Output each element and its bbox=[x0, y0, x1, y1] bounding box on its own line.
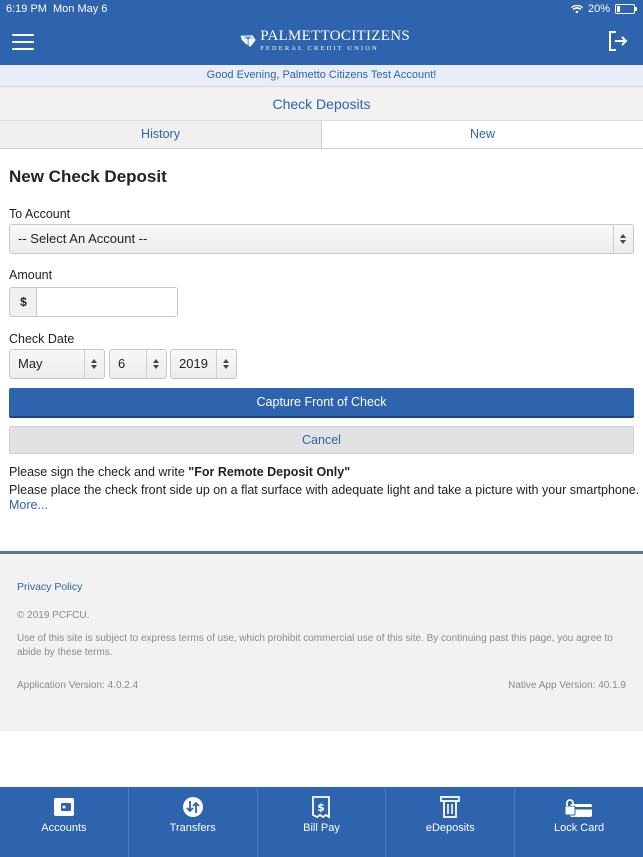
month-select[interactable] bbox=[9, 349, 105, 379]
select-arrows-icon bbox=[216, 350, 236, 378]
nav-bill-pay[interactable] bbox=[258, 787, 387, 857]
tab-new[interactable]: New bbox=[322, 121, 643, 148]
transfer-icon bbox=[181, 795, 205, 819]
year-select[interactable] bbox=[170, 349, 237, 379]
app-version: Application Version: 4.0.2.4 bbox=[17, 680, 139, 691]
capture-front-button[interactable]: Capture Front of Check bbox=[9, 388, 634, 416]
deposit-icon bbox=[438, 795, 462, 819]
to-account-label: To Account bbox=[9, 207, 71, 221]
privacy-policy-link[interactable]: Privacy Policy bbox=[17, 581, 83, 593]
photo-instruction: Please place the check front side up on a flat surface with adequate light and take a picture with your smartphone. bbox=[9, 483, 640, 497]
logo-subtext: FEDERAL CREDIT UNION bbox=[260, 45, 379, 53]
tab-bar bbox=[0, 121, 643, 149]
nav-transfers[interactable] bbox=[129, 787, 258, 857]
sign-instruction-text: Please sign the check and write bbox=[9, 465, 189, 479]
status-date: Mon May 6 bbox=[53, 3, 108, 15]
check-date-label: Check Date bbox=[9, 332, 75, 346]
wifi-icon bbox=[571, 5, 583, 14]
status-bar bbox=[0, 0, 643, 20]
to-account-select[interactable] bbox=[9, 224, 634, 254]
footer bbox=[0, 551, 643, 731]
svg-text:$: $ bbox=[317, 801, 326, 814]
palmetto-tree-icon bbox=[240, 27, 256, 55]
nav-label: eDeposits bbox=[425, 822, 475, 834]
currency-prefix: $ bbox=[9, 287, 37, 317]
nav-edeposits[interactable] bbox=[386, 787, 515, 857]
amount-input[interactable] bbox=[36, 287, 178, 317]
logout-icon[interactable] bbox=[607, 30, 629, 52]
greeting-banner: Good Evening, Palmetto Citizens Test Account! bbox=[0, 65, 643, 87]
form-title: New Check Deposit bbox=[9, 167, 167, 186]
select-arrows-icon bbox=[84, 350, 104, 378]
more-link[interactable]: More... bbox=[9, 498, 48, 512]
hamburger-menu-icon[interactable] bbox=[12, 34, 34, 50]
tab-history[interactable]: History bbox=[0, 121, 322, 148]
battery-percent: 20% bbox=[587, 3, 610, 15]
logo bbox=[240, 26, 410, 56]
battery-icon bbox=[615, 4, 635, 14]
native-app-version: Native App Version: 40.1.9 bbox=[508, 680, 626, 691]
day-select[interactable] bbox=[109, 349, 167, 379]
to-account-value: -- Select An Account -- bbox=[18, 231, 148, 246]
select-arrows-icon bbox=[613, 225, 633, 253]
sign-instruction bbox=[9, 465, 350, 479]
sign-instruction-emphasis: "For Remote Deposit Only" bbox=[188, 465, 351, 479]
page-title: Check Deposits bbox=[0, 87, 643, 121]
nav-label: Accounts bbox=[41, 822, 87, 834]
app-header bbox=[0, 0, 643, 65]
copyright: © 2019 PCFCU. bbox=[17, 610, 90, 621]
nav-accounts[interactable] bbox=[0, 787, 129, 857]
day-value: 6 bbox=[118, 356, 126, 371]
select-arrows-icon bbox=[146, 350, 166, 378]
nav-label: Lock Card bbox=[554, 822, 605, 834]
battery-fill bbox=[617, 6, 620, 12]
status-time: 6:19 PM bbox=[6, 3, 47, 15]
amount-label: Amount bbox=[9, 268, 53, 282]
nav-label: Transfers bbox=[169, 822, 216, 834]
wallet-icon bbox=[52, 795, 76, 819]
lock-card-icon bbox=[564, 795, 594, 819]
nav-label: Bill Pay bbox=[303, 822, 340, 834]
cancel-button[interactable]: Cancel bbox=[9, 426, 634, 454]
bill-icon bbox=[309, 795, 333, 819]
terms-text: Use of this site is subject to express terms of use, which prohibit commercial use of this site. By continuing past this page, you agree to abide by these terms. bbox=[17, 633, 613, 658]
nav-lock-card[interactable] bbox=[515, 787, 643, 857]
bottom-nav bbox=[0, 787, 643, 857]
status-right bbox=[571, 3, 635, 15]
year-value: 2019 bbox=[179, 356, 208, 371]
logo-text: PALMETTOCITIZENS bbox=[260, 28, 410, 45]
month-value: May bbox=[18, 356, 43, 371]
